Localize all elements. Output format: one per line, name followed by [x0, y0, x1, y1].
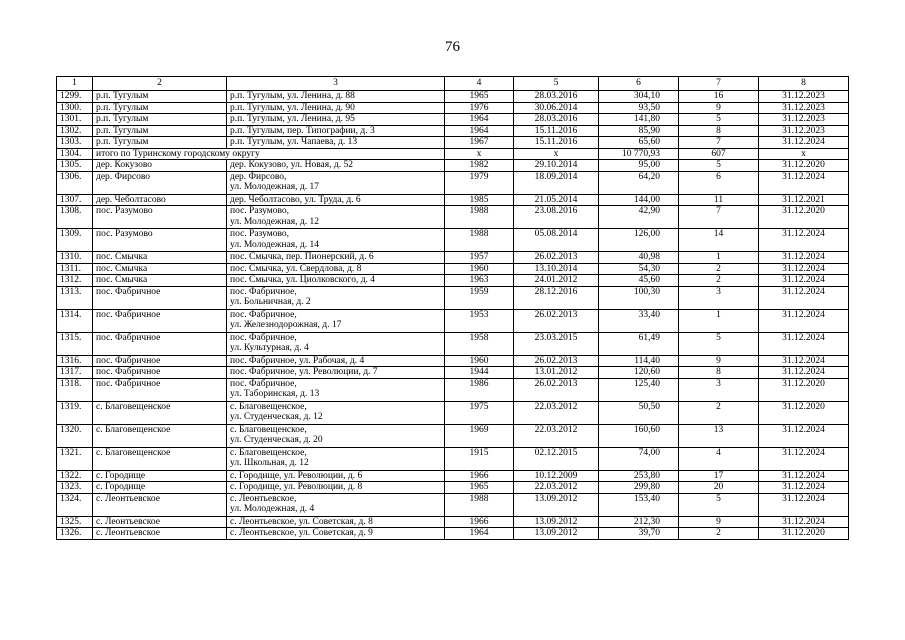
settlement-cell: пос. Смычка — [93, 263, 227, 275]
table-row — [57, 447, 849, 470]
table-row — [57, 252, 849, 264]
address-cell: р.п. Тугулым, ул. Ленина, д. 90 — [227, 102, 445, 114]
address-cell: с. Леонтьевское, ул. Молодежная, д. 4 — [227, 493, 445, 516]
settlement-cell: с. Леонтьевское — [93, 493, 227, 516]
residents-cell: 14 — [679, 229, 759, 252]
area-cell: 212,30 — [599, 516, 679, 528]
deadline-cell: 31.12.2024 — [759, 355, 849, 367]
year-built-cell: 1958 — [445, 332, 514, 355]
row-number-cell: 1314. — [57, 309, 93, 332]
residents-cell: 8 — [679, 125, 759, 137]
residents-cell: 2 — [679, 275, 759, 287]
settlement-cell: р.п. Тугулым — [93, 137, 227, 149]
row-number-cell: 1304. — [57, 148, 93, 160]
table-row — [57, 137, 849, 149]
residents-cell: 17 — [679, 470, 759, 482]
area-cell: 299,80 — [599, 482, 679, 494]
settlement-cell: пос. Разумово — [93, 229, 227, 252]
year-built-cell: 1975 — [445, 401, 514, 424]
residents-cell: 11 — [679, 194, 759, 206]
deadline-cell: 31.12.2020 — [759, 160, 849, 172]
row-number-cell: 1312. — [57, 275, 93, 287]
year-built-cell: 1985 — [445, 194, 514, 206]
table-row — [57, 206, 849, 229]
date-cell: 22.03.2012 — [514, 401, 599, 424]
residents-cell: 7 — [679, 137, 759, 149]
deadline-cell: 31.12.2024 — [759, 137, 849, 149]
date-cell: 30.06.2014 — [514, 102, 599, 114]
deadline-cell: 31.12.2023 — [759, 125, 849, 137]
address-cell: пос. Фабричное, ул. Революции, д. 7 — [227, 367, 445, 379]
area-cell: 45,60 — [599, 275, 679, 287]
settlement-cell: с. Городище — [93, 470, 227, 482]
year-built-cell: 1965 — [445, 482, 514, 494]
settlement-cell: дер. Фирсово — [93, 171, 227, 194]
row-number-cell: 1324. — [57, 493, 93, 516]
settlement-cell: пос. Смычка — [93, 252, 227, 264]
area-cell: 65,60 — [599, 137, 679, 149]
table-row — [57, 125, 849, 137]
area-cell: 100,30 — [599, 286, 679, 309]
deadline-cell: 31.12.2020 — [759, 401, 849, 424]
date-cell: 21.05.2014 — [514, 194, 599, 206]
date-cell: 26.02.2013 — [514, 309, 599, 332]
table-row — [57, 171, 849, 194]
table-row — [57, 194, 849, 206]
settlement-cell: пос. Фабричное — [93, 332, 227, 355]
residents-cell: 6 — [679, 171, 759, 194]
residents-cell: 20 — [679, 482, 759, 494]
date-cell: 24.01.2012 — [514, 275, 599, 287]
date-cell: 28.12.2016 — [514, 286, 599, 309]
settlement-cell: р.п. Тугулым — [93, 91, 227, 103]
residents-cell: 3 — [679, 378, 759, 401]
table-row — [57, 528, 849, 540]
settlement-cell: итого по Туринскому городскому округу — [93, 148, 445, 160]
deadline-cell: x — [759, 148, 849, 160]
year-built-cell: 1988 — [445, 229, 514, 252]
residents-cell: 3 — [679, 286, 759, 309]
year-built-cell: 1963 — [445, 275, 514, 287]
address-cell: с. Леонтьевское, ул. Советская, д. 8 — [227, 516, 445, 528]
deadline-cell: 31.12.2021 — [759, 194, 849, 206]
row-number-cell: 1302. — [57, 125, 93, 137]
residents-cell: 8 — [679, 367, 759, 379]
date-cell: 26.02.2013 — [514, 378, 599, 401]
column-header: 6 — [599, 77, 679, 91]
residents-cell: 2 — [679, 263, 759, 275]
year-built-cell: 1915 — [445, 447, 514, 470]
row-number-cell: 1311. — [57, 263, 93, 275]
table-row — [57, 482, 849, 494]
address-cell: пос. Фабричное, ул. Культурная, д. 4 — [227, 332, 445, 355]
settlement-cell: р.п. Тугулым — [93, 114, 227, 126]
year-built-cell: 1964 — [445, 528, 514, 540]
address-cell: с. Благовещенское, ул. Школьная, д. 12 — [227, 447, 445, 470]
date-cell: 13.01.2012 — [514, 367, 599, 379]
date-cell: 28.03.2016 — [514, 114, 599, 126]
settlement-cell: пос. Фабричное — [93, 355, 227, 367]
row-number-cell: 1320. — [57, 424, 93, 447]
area-cell: 61,49 — [599, 332, 679, 355]
settlement-cell: с. Благовещенское — [93, 447, 227, 470]
address-cell: с. Леонтьевское, ул. Советская, д. 9 — [227, 528, 445, 540]
deadline-cell: 31.12.2020 — [759, 378, 849, 401]
address-cell: с. Благовещенское, ул. Студенческая, д. 12 — [227, 401, 445, 424]
residents-cell: 16 — [679, 91, 759, 103]
deadline-cell: 31.12.2024 — [759, 275, 849, 287]
residents-cell: 5 — [679, 493, 759, 516]
row-number-cell: 1310. — [57, 252, 93, 264]
residents-cell: 1 — [679, 252, 759, 264]
area-cell: 141,80 — [599, 114, 679, 126]
residents-cell: 2 — [679, 401, 759, 424]
table-row — [57, 332, 849, 355]
address-cell: пос. Фабричное, ул. Таборинская, д. 13 — [227, 378, 445, 401]
residents-cell: 13 — [679, 424, 759, 447]
date-cell: 22.03.2012 — [514, 482, 599, 494]
area-cell: 253,80 — [599, 470, 679, 482]
area-cell: 126,00 — [599, 229, 679, 252]
table-row — [57, 470, 849, 482]
address-cell: пос. Фабричное, ул. Железнодорожная, д. 17 — [227, 309, 445, 332]
date-cell: 05.08.2014 — [514, 229, 599, 252]
registry-table — [56, 76, 849, 540]
date-cell: 26.02.2013 — [514, 252, 599, 264]
residents-cell: 5 — [679, 114, 759, 126]
residents-cell: 5 — [679, 332, 759, 355]
year-built-cell: 1988 — [445, 206, 514, 229]
deadline-cell: 31.12.2024 — [759, 470, 849, 482]
year-built-cell: 1960 — [445, 263, 514, 275]
settlement-cell: пос. Фабричное — [93, 309, 227, 332]
deadline-cell: 31.12.2023 — [759, 114, 849, 126]
settlement-cell: с. Леонтьевское — [93, 528, 227, 540]
address-cell: пос. Фабричное, ул. Рабочая, д. 4 — [227, 355, 445, 367]
deadline-cell: 31.12.2024 — [759, 229, 849, 252]
residents-cell: 607 — [679, 148, 759, 160]
area-cell: 144,00 — [599, 194, 679, 206]
date-cell: 10.12.2009 — [514, 470, 599, 482]
year-built-cell: 1960 — [445, 355, 514, 367]
deadline-cell: 31.12.2024 — [759, 286, 849, 309]
year-built-cell: 1959 — [445, 286, 514, 309]
year-built-cell: 1976 — [445, 102, 514, 114]
area-cell: 160,60 — [599, 424, 679, 447]
settlement-cell: пос. Разумово — [93, 206, 227, 229]
area-cell: 85,90 — [599, 125, 679, 137]
deadline-cell: 31.12.2024 — [759, 252, 849, 264]
table-row — [57, 493, 849, 516]
year-built-cell: 1986 — [445, 378, 514, 401]
table-row — [57, 286, 849, 309]
date-cell: 26.02.2013 — [514, 355, 599, 367]
row-number-cell: 1317. — [57, 367, 93, 379]
date-cell: 15.11.2016 — [514, 137, 599, 149]
address-cell: пос. Разумово, ул. Молодежная, д. 14 — [227, 229, 445, 252]
residents-cell: 7 — [679, 206, 759, 229]
area-cell: 125,40 — [599, 378, 679, 401]
address-cell: р.п. Тугулым, ул. Чапаева, д. 13 — [227, 137, 445, 149]
area-cell: 64,20 — [599, 171, 679, 194]
year-built-cell: 1966 — [445, 516, 514, 528]
table-row — [57, 424, 849, 447]
area-cell: 114,40 — [599, 355, 679, 367]
address-cell: дер. Чеболтасово, ул. Труда, д. 6 — [227, 194, 445, 206]
address-cell: дер. Фирсово, ул. Молодежная, д. 17 — [227, 171, 445, 194]
area-cell: 40,98 — [599, 252, 679, 264]
row-number-cell: 1313. — [57, 286, 93, 309]
address-cell: р.п. Тугулым, пер. Типографии, д. 3 — [227, 125, 445, 137]
deadline-cell: 31.12.2024 — [759, 367, 849, 379]
table-row — [57, 114, 849, 126]
address-cell: пос. Разумово, ул. Молодежная, д. 12 — [227, 206, 445, 229]
date-cell: 13.09.2012 — [514, 516, 599, 528]
deadline-cell: 31.12.2024 — [759, 482, 849, 494]
deadline-cell: 31.12.2024 — [759, 424, 849, 447]
residents-cell: 9 — [679, 102, 759, 114]
deadline-cell: 31.12.2024 — [759, 171, 849, 194]
column-header: 3 — [227, 77, 445, 91]
area-cell: 54,30 — [599, 263, 679, 275]
deadline-cell: 31.12.2020 — [759, 206, 849, 229]
area-cell: 10 770,93 — [599, 148, 679, 160]
residents-cell: 9 — [679, 355, 759, 367]
year-built-cell: 1969 — [445, 424, 514, 447]
settlement-cell: дер. Кокузово — [93, 160, 227, 172]
year-built-cell: 1966 — [445, 470, 514, 482]
deadline-cell: 31.12.2023 — [759, 91, 849, 103]
settlement-cell: р.п. Тугулым — [93, 125, 227, 137]
table-row — [57, 516, 849, 528]
deadline-cell: 31.12.2023 — [759, 102, 849, 114]
date-cell: 13.09.2012 — [514, 493, 599, 516]
settlement-cell: с. Благовещенское — [93, 401, 227, 424]
year-built-cell: 1982 — [445, 160, 514, 172]
date-cell: 23.03.2015 — [514, 332, 599, 355]
column-header: 1 — [57, 77, 93, 91]
settlement-cell: пос. Фабричное — [93, 286, 227, 309]
area-cell: 95,00 — [599, 160, 679, 172]
deadline-cell: 31.12.2024 — [759, 263, 849, 275]
table-row — [57, 91, 849, 103]
date-cell: 02.12.2015 — [514, 447, 599, 470]
area-cell: 153,40 — [599, 493, 679, 516]
date-cell: 22.03.2012 — [514, 424, 599, 447]
settlement-cell: пос. Смычка — [93, 275, 227, 287]
deadline-cell: 31.12.2024 — [759, 332, 849, 355]
row-number-cell: 1305. — [57, 160, 93, 172]
area-cell: 304,10 — [599, 91, 679, 103]
settlement-cell: р.п. Тугулым — [93, 102, 227, 114]
page-number: 76 — [445, 39, 460, 55]
table-row — [57, 401, 849, 424]
settlement-cell: с. Леонтьевское — [93, 516, 227, 528]
year-built-cell: 1979 — [445, 171, 514, 194]
residents-cell: 9 — [679, 516, 759, 528]
table-row — [57, 367, 849, 379]
row-number-cell: 1319. — [57, 401, 93, 424]
deadline-cell: 31.12.2024 — [759, 516, 849, 528]
date-cell: 15.11.2016 — [514, 125, 599, 137]
date-cell: 18.09.2014 — [514, 171, 599, 194]
row-number-cell: 1322. — [57, 470, 93, 482]
area-cell: 50,50 — [599, 401, 679, 424]
residents-cell: 1 — [679, 309, 759, 332]
column-header: 7 — [679, 77, 759, 91]
settlement-cell: пос. Фабричное — [93, 378, 227, 401]
table-row — [57, 355, 849, 367]
date-cell: 28.03.2016 — [514, 91, 599, 103]
date-cell: 23.08.2016 — [514, 206, 599, 229]
column-header: 2 — [93, 77, 227, 91]
table-header-row — [57, 77, 849, 91]
area-cell: 93,50 — [599, 102, 679, 114]
year-built-cell: 1964 — [445, 125, 514, 137]
address-cell: пос. Смычка, пер. Пионерский, д. 6 — [227, 252, 445, 264]
year-built-cell: x — [445, 148, 514, 160]
date-cell: 29.10.2014 — [514, 160, 599, 172]
column-header: 4 — [445, 77, 514, 91]
column-header: 8 — [759, 77, 849, 91]
residents-cell: 5 — [679, 160, 759, 172]
area-cell: 33,40 — [599, 309, 679, 332]
row-number-cell: 1318. — [57, 378, 93, 401]
residents-cell: 2 — [679, 528, 759, 540]
deadline-cell: 31.12.2024 — [759, 493, 849, 516]
settlement-cell: с. Благовещенское — [93, 424, 227, 447]
settlement-cell: с. Городище — [93, 482, 227, 494]
year-built-cell: 1964 — [445, 114, 514, 126]
settlement-cell: пос. Фабричное — [93, 367, 227, 379]
settlement-cell: дер. Чеболтасово — [93, 194, 227, 206]
table-row — [57, 275, 849, 287]
address-cell: с. Благовещенское, ул. Студенческая, д. 20 — [227, 424, 445, 447]
row-number-cell: 1307. — [57, 194, 93, 206]
row-number-cell: 1309. — [57, 229, 93, 252]
row-number-cell: 1308. — [57, 206, 93, 229]
deadline-cell: 31.12.2020 — [759, 528, 849, 540]
area-cell: 39,70 — [599, 528, 679, 540]
year-built-cell: 1967 — [445, 137, 514, 149]
row-number-cell: 1300. — [57, 102, 93, 114]
row-number-cell: 1306. — [57, 171, 93, 194]
column-header: 5 — [514, 77, 599, 91]
table-row — [57, 148, 849, 160]
row-number-cell: 1323. — [57, 482, 93, 494]
date-cell: 13.10.2014 — [514, 263, 599, 275]
area-cell: 74,00 — [599, 447, 679, 470]
address-cell: дер. Кокузово, ул. Новая, д. 52 — [227, 160, 445, 172]
address-cell: р.п. Тугулым, ул. Ленина, д. 88 — [227, 91, 445, 103]
address-cell: с. Городище, ул. Революции, д. 6 — [227, 470, 445, 482]
date-cell: 13.09.2012 — [514, 528, 599, 540]
row-number-cell: 1325. — [57, 516, 93, 528]
address-cell: с. Городище, ул. Революции, д. 8 — [227, 482, 445, 494]
table-row — [57, 160, 849, 172]
deadline-cell: 31.12.2024 — [759, 447, 849, 470]
year-built-cell: 1988 — [445, 493, 514, 516]
row-number-cell: 1303. — [57, 137, 93, 149]
row-number-cell: 1301. — [57, 114, 93, 126]
table-row — [57, 309, 849, 332]
year-built-cell: 1957 — [445, 252, 514, 264]
address-cell: пос. Смычка, ул. Свердлова, д. 8 — [227, 263, 445, 275]
row-number-cell: 1316. — [57, 355, 93, 367]
row-number-cell: 1299. — [57, 91, 93, 103]
address-cell: пос. Смычка, ул. Циолковского, д. 4 — [227, 275, 445, 287]
area-cell: 42,90 — [599, 206, 679, 229]
address-cell: р.п. Тугулым, ул. Ленина, д. 95 — [227, 114, 445, 126]
address-cell: пос. Фабричное, ул. Больничная, д. 2 — [227, 286, 445, 309]
table-row — [57, 378, 849, 401]
table-row — [57, 102, 849, 114]
row-number-cell: 1321. — [57, 447, 93, 470]
row-number-cell: 1326. — [57, 528, 93, 540]
date-cell: x — [514, 148, 599, 160]
year-built-cell: 1953 — [445, 309, 514, 332]
area-cell: 120,60 — [599, 367, 679, 379]
residents-cell: 4 — [679, 447, 759, 470]
table-row — [57, 229, 849, 252]
deadline-cell: 31.12.2024 — [759, 309, 849, 332]
table-row — [57, 263, 849, 275]
year-built-cell: 1944 — [445, 367, 514, 379]
year-built-cell: 1965 — [445, 91, 514, 103]
row-number-cell: 1315. — [57, 332, 93, 355]
